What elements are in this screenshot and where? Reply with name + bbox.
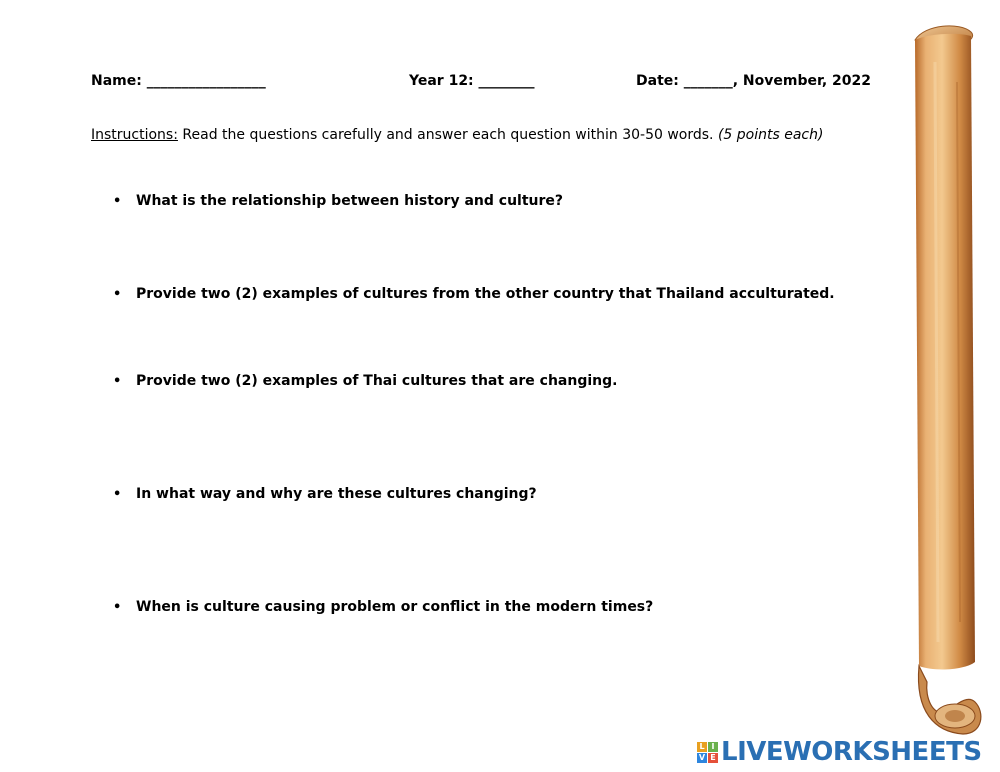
bullet-icon: • (113, 194, 122, 209)
question-item (113, 599, 653, 615)
question-text: When is culture causing problem or conflict in the modern times? (136, 599, 654, 615)
logo-blocks-icon (697, 742, 718, 763)
year-field[interactable]: Year 12: ________ (409, 73, 535, 89)
question-text: Provide two (2) examples of Thai cultures that are changing. (136, 373, 618, 389)
logo-block: L (697, 742, 707, 752)
instructions-text: Read the questions carefully and answer each question within 30-50 words. (177, 127, 718, 143)
logo-block: E (708, 753, 718, 763)
question-item (113, 486, 537, 502)
bullet-icon: • (113, 287, 122, 302)
instructions-label: Instructions: (91, 127, 178, 143)
question-item (113, 373, 617, 389)
question-text: Provide two (2) examples of cultures from the other country that Thailand acculturated. (136, 286, 835, 302)
question-item (113, 286, 835, 302)
bullet-icon: • (113, 487, 122, 502)
date-field[interactable]: Date: _______, November, 2022 (636, 73, 871, 89)
liveworksheets-logo (697, 737, 982, 767)
logo-block: V (698, 752, 706, 762)
logo-block: I (708, 742, 718, 752)
instructions-points: (5 points each) (717, 127, 824, 143)
instructions (91, 127, 823, 143)
scroll-icon (905, 22, 987, 742)
question-item (113, 193, 563, 209)
bullet-icon: • (113, 600, 122, 615)
name-field[interactable]: Name: _________________ (91, 73, 266, 89)
question-text: In what way and why are these cultures changing? (136, 486, 537, 502)
bullet-icon: • (113, 374, 122, 389)
question-text: What is the relationship between history and culture? (136, 193, 564, 209)
logo-text: LIVEWORKSHEETS (721, 737, 982, 767)
